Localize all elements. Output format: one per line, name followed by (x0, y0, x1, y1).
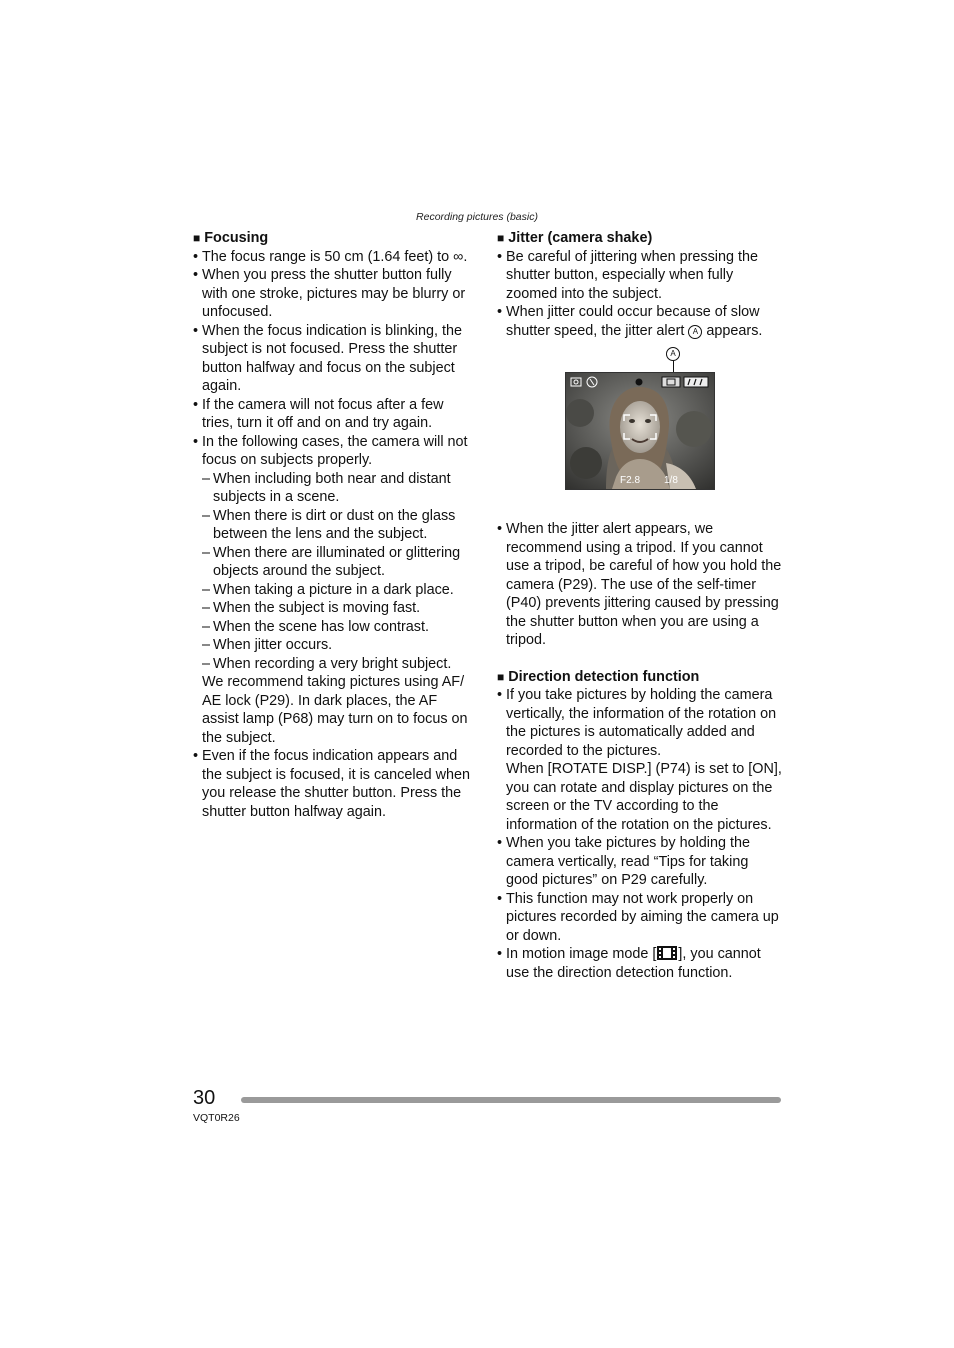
list-item: • If the camera will not focus after a few tries, turn it off and on and try again. (193, 396, 444, 431)
page-number: 30 (193, 1087, 216, 1109)
footer-rule (241, 1097, 781, 1103)
camera-screen-photo (565, 372, 715, 490)
list-item: • When you take pictures by holding the camera vertically, read “Tips for taking good pictures” on P29 carefully. (497, 835, 750, 888)
jitter-list (497, 248, 782, 341)
battery-icon (684, 377, 708, 387)
list-item: • Even if the focus indication appears and the subject is focused, it is canceled when you release the shutter button. Press the shutter button halfway again. (193, 748, 470, 820)
document-code: VQT0R26 (193, 1112, 240, 1124)
jitter-alert-icon (662, 377, 680, 387)
focus-indicator-icon (636, 379, 643, 386)
list-item: • If you take pictures by holding the camera vertically, the information of the rotation on the pictures is automatically added and recorded to the pictures. When [ROTATE DISP.] (P74) is set to [ON], you can rotate and display pictures on the screen or the TV according to the information of the rotation on the pictures. (497, 687, 782, 833)
list-item: • When you press the shutter button fully with one stroke, pictures may be blurry or unfocused. (193, 267, 466, 320)
sub-list-item: – When taking a picture in a dark place. (202, 581, 454, 598)
sub-list-item: – When there is dirt or dust on the glass between the lens and the subject. (202, 507, 456, 542)
af-lock-note: We recommend taking pictures using AF/ AE lock (P29). In dark places, the AF assist lamp (P68) may turn on to focus on the subject. (202, 674, 468, 746)
list-item: • In the following cases, the camera will not focus on subjects properly. – When including both near and distant subjects in a scene. – When there is dirt or dust on the glass between the lens and the subject. – When there are illuminated or glittering objects around the subject. – When taking a picture in a dark place. – When the subject is moving fast. – When the scene has low contrast. – When jitter occurs. – When recording a very bright subject. We recommend taking pictures using AF/ AE lock (P29). In dark places, the AF assist lamp (P68) may turn on to focus on the subject. (193, 433, 477, 748)
direction-heading: ■ Direction detection function (497, 668, 700, 685)
list-item: • This function may not work properly on pictures recorded by aiming the camera up or down. (497, 890, 779, 944)
right-column (497, 229, 782, 982)
jitter-list-continued (497, 520, 782, 650)
list-item: • Be careful of jittering when pressing the shutter button, especially when fully zoomed into the subject. (497, 248, 758, 302)
focusing-list (193, 248, 477, 822)
camera-screen-image (566, 373, 714, 489)
sub-list-item: – When recording a very bright subject. (202, 655, 452, 672)
running-header: Recording pictures (basic) (416, 211, 538, 223)
direction-list (497, 686, 782, 982)
motion-image-icon (656, 945, 678, 961)
focusing-heading: ■ Focusing (193, 230, 269, 246)
jitter-alert-figure (497, 346, 782, 518)
list-item: • When jitter could occur because of slow shutter speed, the jitter alert A appears. (497, 304, 763, 339)
list-item: • In motion image mode [ ], you cannot use the direction detection function. (497, 946, 761, 981)
sub-list-item: – When including both near and distant subjects in a scene. (202, 470, 451, 505)
callout-a-marker: A (688, 325, 702, 339)
sub-list (202, 470, 477, 674)
shutter-speed-value: 1/8 (664, 475, 678, 486)
list-item: • The focus range is 50 cm (1.64 feet) to ∞. (193, 248, 468, 265)
list-item: • When the jitter alert appears, we recommend using a tripod. If you cannot use a tripod, be careful of how you hold the camera (P29). The use of the self-timer (P40) prevents jittering caused by pressing the shutter button when you are using a tripod. (497, 521, 782, 648)
jitter-heading: ■ Jitter (camera shake) (497, 230, 653, 246)
callout-a-label: A (666, 347, 680, 361)
rotate-disp-note: When [ROTATE DISP.] (P74) is set to [ON], you can rotate and display pictures on the screen or the TV according to the information of the rotation on the pictures. (506, 761, 782, 833)
left-column (193, 229, 477, 821)
sub-list-item: – When the scene has low contrast. (202, 618, 429, 635)
sub-list-item: – When jitter occurs. (202, 637, 333, 653)
list-item: • When the focus indication is blinking, the subject is not focused. Press the shutter button halfway and focus on the subject again. (193, 322, 462, 394)
sub-list-item: – When the subject is moving fast. (202, 600, 421, 616)
aperture-value: F2.8 (620, 475, 641, 486)
sub-list-item: – When there are illuminated or glittering objects around the subject. (202, 544, 461, 579)
